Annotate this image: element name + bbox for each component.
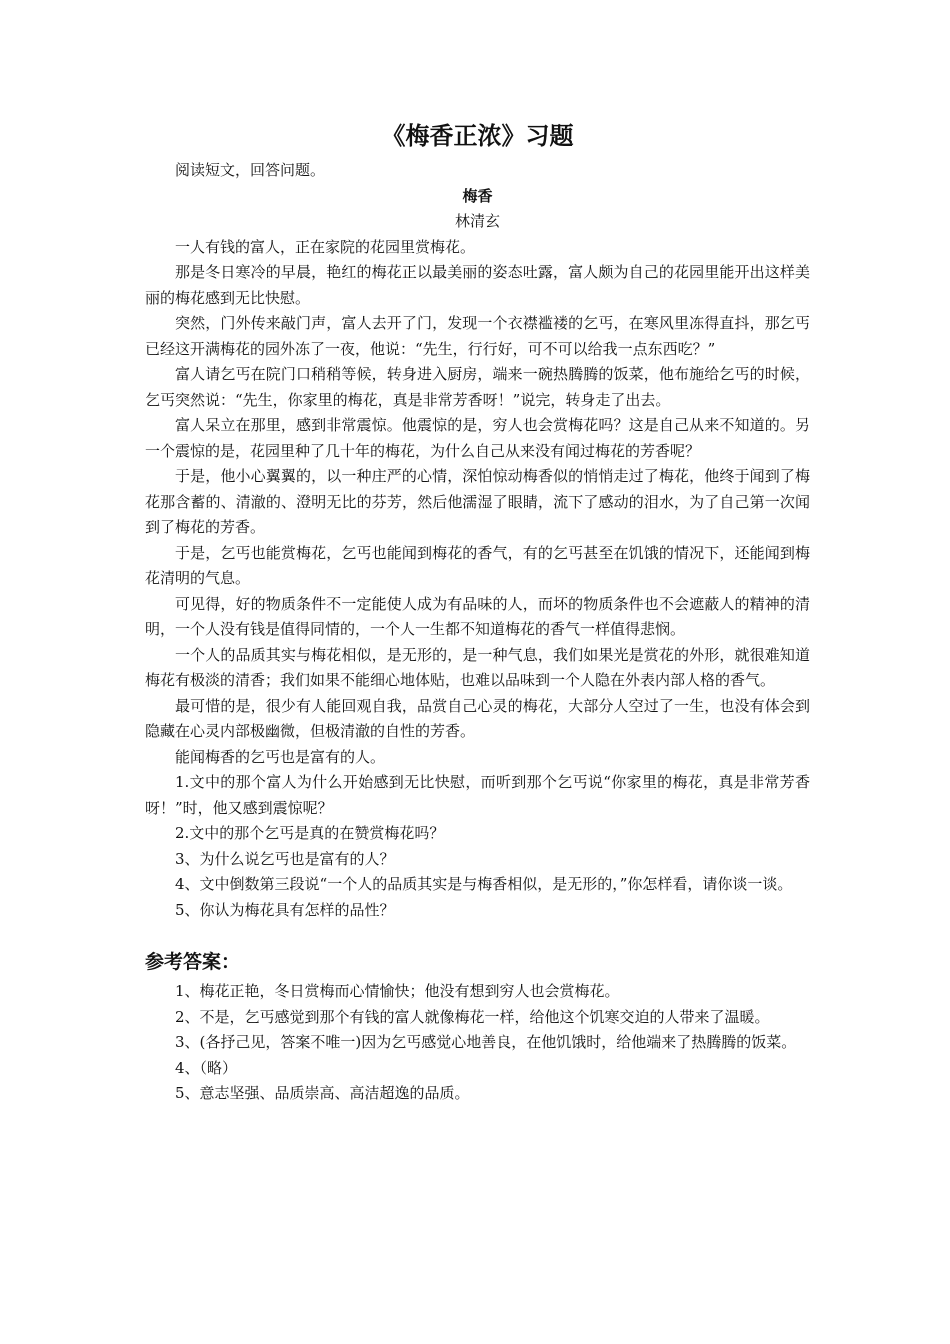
article-paragraph: 能闻梅香的乞丐也是富有的人。 <box>175 747 386 766</box>
article-paragraph: 突然，门外传来敲门声，富人去开了门，发现一个衣襟褴褛的乞丐，在寒风里冻得直抖，那乞丐已经这开满梅花的园外冻了一夜，他说：“先生，行行好，可不可以给我一点东西吃？” <box>145 314 810 358</box>
article-paragraph: 那是冬日寒冷的早晨，艳红的梅花正以最美丽的姿态吐露，富人颇为自己的花园里能开出这样美丽的梅花感到无比快慰。 <box>145 263 810 307</box>
questions-list <box>145 770 810 923</box>
instruction-text: 阅读短文，回答问题。 <box>175 161 326 179</box>
question-item: 3、为什么说乞丐也是富有的人？ <box>175 849 395 868</box>
document-content <box>145 118 810 1107</box>
article-paragraph: 富人呆立在那里，感到非常震惊。他震惊的是，穷人也会赏梅花吗？这是自己从来不知道的。另一个震惊的是，花园里种了几十年的梅花，为什么自己从来没有闻过梅花的芳香呢？ <box>145 416 810 460</box>
answers-list <box>145 979 810 1107</box>
question-item: 4、文中倒数第三段说“一个人的品质其实是与梅香相似，是无形的，”你怎样看，请你谈一谈。 <box>175 875 793 893</box>
question-item: 2.文中的那个乞丐是真的在赞赏梅花吗？ <box>175 824 445 842</box>
answers-heading: 参考答案： <box>145 951 241 973</box>
article-paragraph: 一人有钱的富人，正在家院的花园里赏梅花。 <box>175 237 476 256</box>
answer-item: 4、（略） <box>175 1058 238 1077</box>
answer-item: 5、意志坚强、品质崇高、高洁超逸的品质。 <box>175 1084 470 1102</box>
article-paragraph: 一个人的品质其实与梅花相似，是无形的，是一种气息，我们如果光是赏花的外形，就很难知道梅花有极淡的清香；我们如果不能细心地体贴，也难以品味到一个人隐在外表内部人格的香气。 <box>145 645 810 689</box>
answer-item: 1、梅花正艳，冬日赏梅而心情愉快；他没有想到穷人也会赏梅花。 <box>175 982 620 1000</box>
answer-item: 2、不是，乞丐感觉到那个有钱的富人就像梅花一样，给他这个饥寒交迫的人带来了温暖。 <box>175 1007 770 1026</box>
question-item: 1.文中的那个富人为什么开始感到无比快慰，而听到那个乞丐说“你家里的梅花，真是非常芳香呀！”时，他又感到震惊呢？ <box>145 773 810 817</box>
article-paragraph: 于是，乞丐也能赏梅花，乞丐也能闻到梅花的香气，有的乞丐甚至在饥饿的情况下，还能闻到梅花清明的气息。 <box>145 543 810 587</box>
question-item: 5、你认为梅花具有怎样的品性？ <box>175 900 395 919</box>
article-body <box>145 235 810 771</box>
article-paragraph: 于是，他小心翼翼的，以一种庄严的心情，深怕惊动梅香似的悄悄走过了梅花，他终于闻到了梅花那含蓄的、清澈的、澄明无比的芬芳，然后他濡湿了眼睛，流下了感动的泪水，为了自己第一次闻到了梅花的芳香。 <box>145 467 810 536</box>
article-paragraph: 富人请乞丐在院门口稍稍等候，转身进入厨房，端来一碗热腾腾的饭菜，他布施给乞丐的时候，乞丐突然说：“先生，你家里的梅花，真是非常芳香呀！”说完，转身走了出去。 <box>145 365 810 409</box>
answer-item: 3、(各抒己见，答案不唯一)因为乞丐感觉心地善良，在他饥饿时，给他端来了热腾腾的饭菜。 <box>175 1033 797 1051</box>
article-paragraph: 可见得，好的物质条件不一定能使人成为有品味的人，而坏的物质条件也不会遮蔽人的精神的清明，一个人没有钱是值得同情的，一个人一生都不知道梅花的香气一样值得悲悯。 <box>145 594 810 638</box>
article-author: 林清玄 <box>454 212 500 230</box>
page-title: 《梅香正浓》习题 <box>381 121 574 150</box>
article-heading: 梅香 <box>462 186 493 205</box>
article-paragraph: 最可惜的是，很少有人能回观自我，品赏自己心灵的梅花，大部分人空过了一生，也没有体会到隐藏在心灵内部极幽微，但极清澈的自性的芳香。 <box>145 696 810 740</box>
